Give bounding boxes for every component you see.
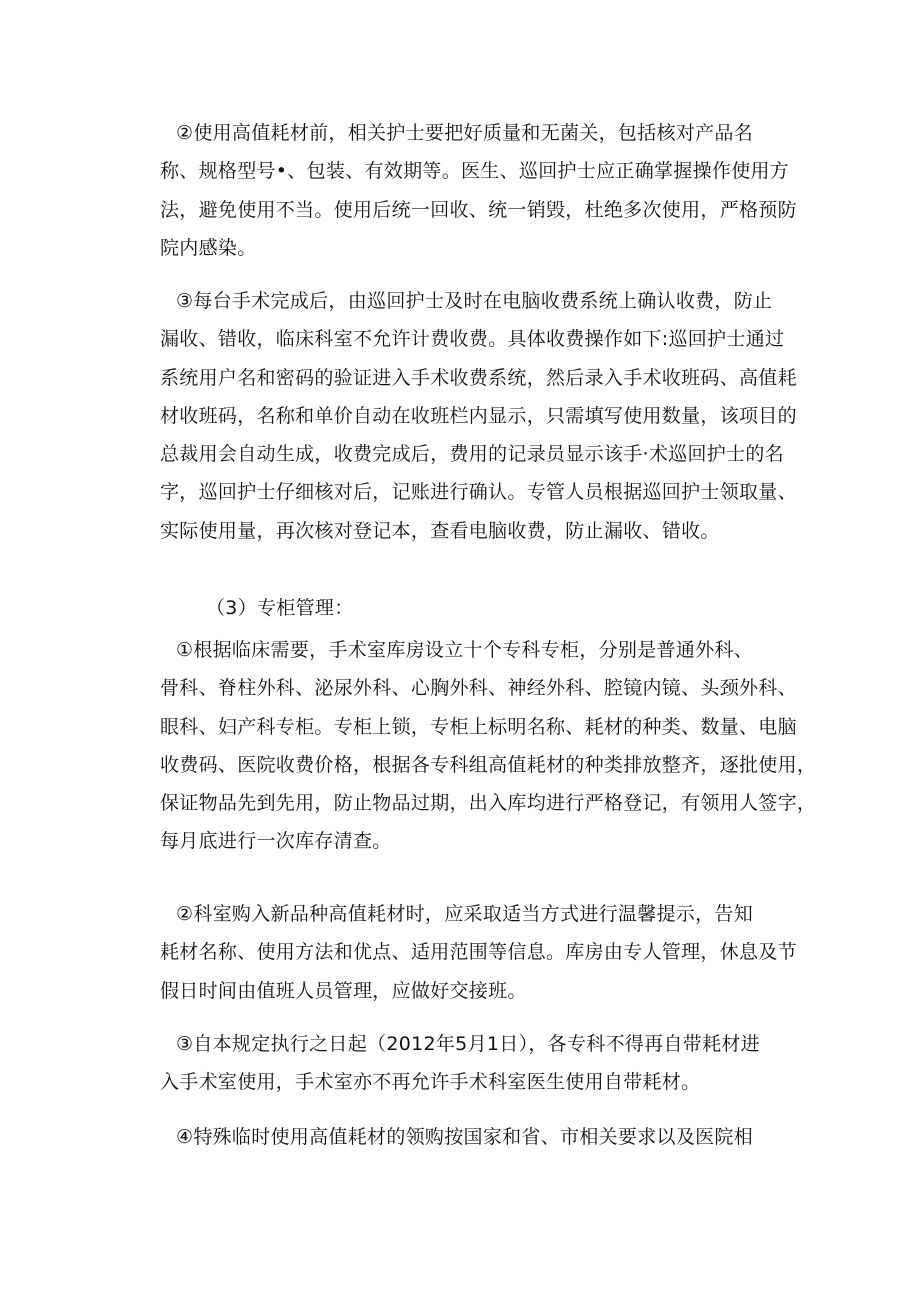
text-line: 骨科、脊柱外科、泌尿外科、心胸外科、神经外科、腔镜内镜、头颈外科、 (160, 677, 797, 700)
paragraph-special-use (160, 1118, 780, 1156)
text-line: 每月底进行一次库存清查。 (160, 830, 392, 853)
text-line: 耗材名称、使用方法和优点、适用范围等信息。库房由专人管理，休息及节 (160, 941, 797, 964)
text-line: 实际使用量，再次核对登记本，查看电脑收费，防止漏收、错收。 (160, 519, 720, 542)
section-heading: （3）专柜管理： (206, 597, 354, 619)
text-line: ②使用高值耗材前，相关护士要把好质量和无菌关，包括核对产品名 (176, 122, 754, 144)
text-line: 漏收、错收，临床科室不允许计费收费。具体收费操作如下:巡回护士通过 (160, 328, 785, 351)
text-line: 总裁用会自动生成，收费完成后，费用的记录员显示该手·术巡回护士的名 (160, 443, 784, 466)
text-line: 系统用户名和密码的验证进入手术收费系统，然后录入手术收班码、高值耗 (160, 366, 797, 389)
text-line: 假日时间由值班人员管理，应做好交接班。 (160, 979, 527, 1002)
text-line: 称、规格型号•、包装、有效期等。医生、巡回护士应正确掌握操作使用方 (160, 160, 790, 183)
text-line: 入手术室使用，手术室亦不再允许手术科室医生使用自带耗材。 (160, 1071, 701, 1094)
paragraph-effective-date (160, 1025, 780, 1102)
text-line: 法，避免使用不当。使用后统一回收、统一销毁，杜绝多次使用，严格预防 (160, 198, 797, 221)
text-line: 眼科、妇产科专柜。专柜上锁，专柜上标明名称、耗材的种类、数量、电脑 (160, 715, 797, 738)
text-line: ④特殊临时使用高值耗材的领购按国家和省、市相关要求以及医院相 (176, 1126, 754, 1148)
text-line: 字，巡回护士仔细核对后，记账进行确认。专管人员根据巡回护士领取量、 (160, 481, 797, 504)
text-line: ③每台手术完成后，由巡回护士及时在电脑收费系统上确认收费，防止 (176, 290, 773, 312)
paragraph-cabinets (160, 631, 817, 861)
text-line: 保证物品先到先用，防止物品过期，出入库均进行严格登记，有领用人签字， (160, 792, 817, 815)
section-heading-cabinet (160, 589, 780, 627)
text-line: ①根据临床需要，手术室库房设立十个专科专柜，分别是普通外科、 (176, 639, 754, 661)
text-line: 院内感染。 (160, 236, 257, 259)
text-line: 材收班码，名称和单价自动在收班栏内显示，只需填写使用数量，该项目的 (160, 404, 797, 427)
paragraph-usage-check (160, 114, 797, 267)
text-line: ③自本规定执行之日起（2012年5月1日），各专科不得再自带耗材进 (176, 1033, 760, 1055)
paragraph-billing (160, 282, 797, 550)
paragraph-new-materials (160, 895, 797, 1010)
text-line: 收费码、医院收费价格，根据各专科组高值耗材的种类排放整齐，逐批使用， (160, 753, 817, 776)
text-line: ②科室购入新品种高值耗材时，应采取适当方式进行温馨提示，告知 (176, 903, 754, 925)
